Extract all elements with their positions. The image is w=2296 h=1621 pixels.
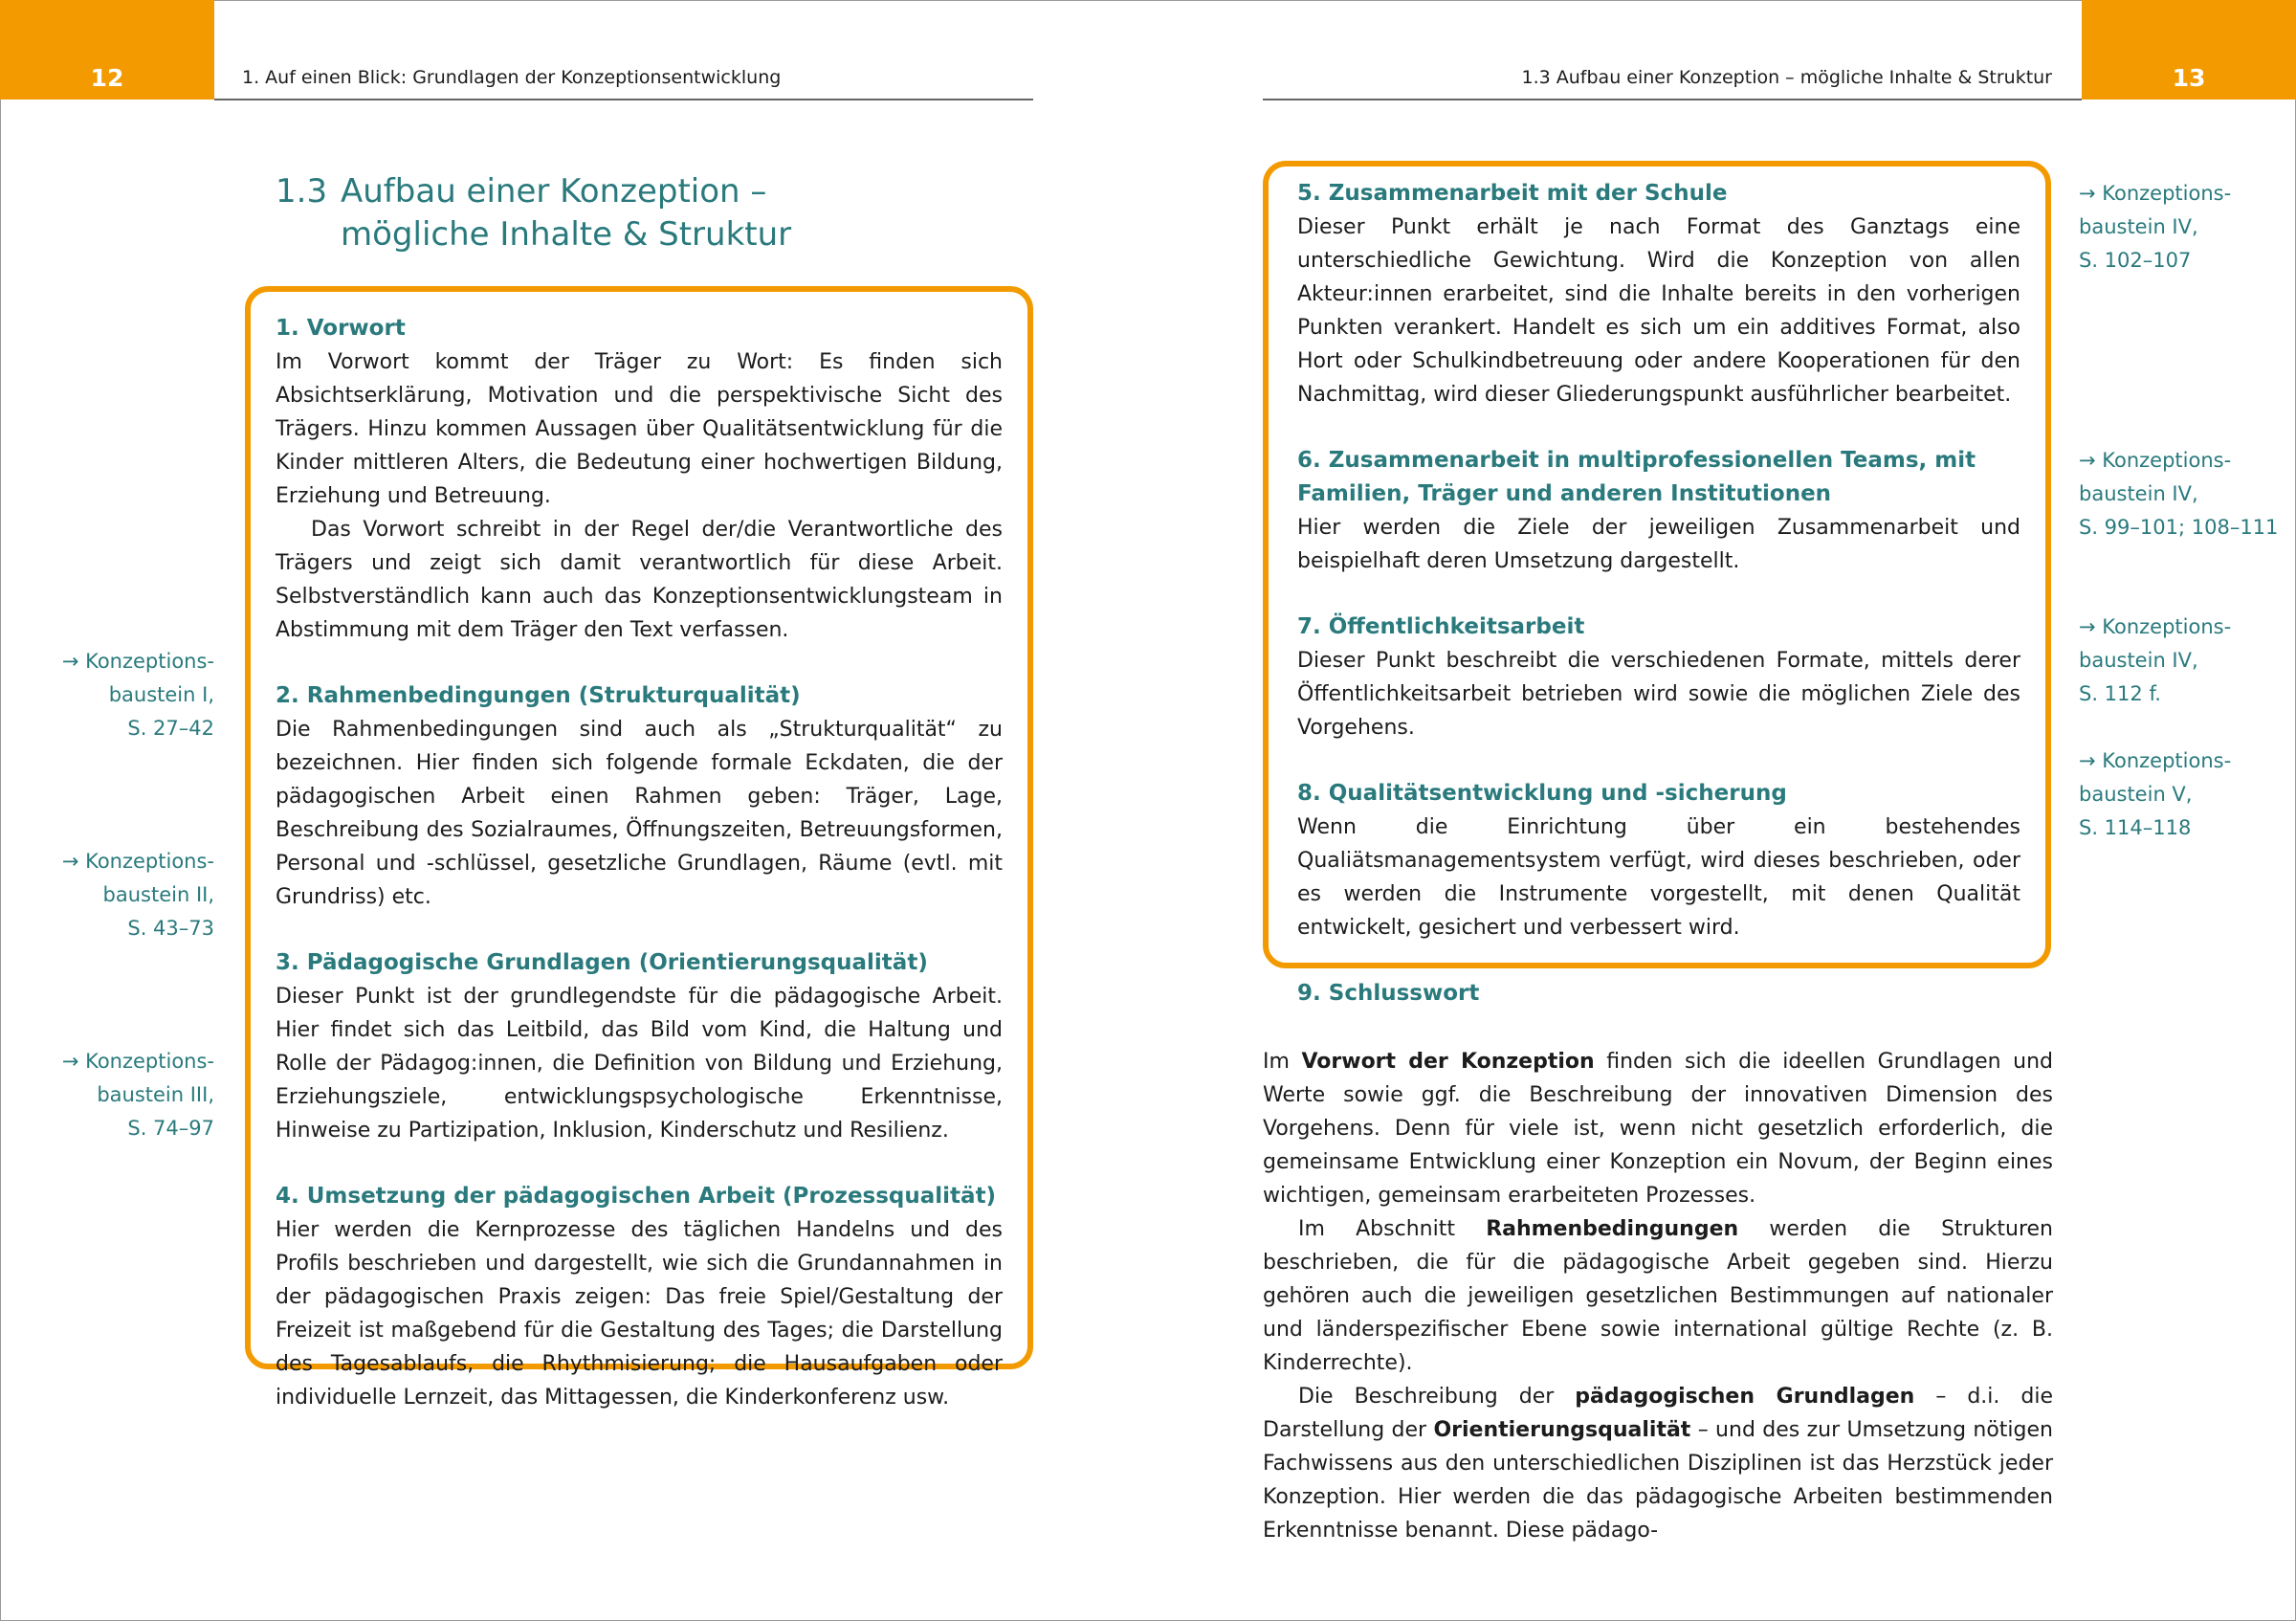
- section-2-title: 2. Rahmenbedingungen (Strukturqualität): [276, 683, 801, 708]
- section-8-paragraph: Wenn die Einrichtung über ein bestehendes Qualiätsmanagementsystem verfügt, wird dieses beschrieben, oder es werden die Instrumente vorgestellt, mit denen Qualität entwickelt, gesichert und verbessert wird.: [1297, 815, 2020, 940]
- section-5-paragraph: Dieser Punkt erhält je nach Format des Ganztags eine unterschiedliche Gewichtung. Wird die Konzeption von allen Akteur:innen erarbeitet, sind die Inhalte bereits in den vorherigen Punkten verankert. Handelt es sich um ein additives Format, also Hort oder Schulkindbetreuung oder andere Kooperationen für den Nachmittag, wird dieser Gliederungspunkt ausführlicher bearbeitet.: [1297, 215, 2020, 407]
- running-title-right: 1.3 Aufbau einer Konzeption – mögliche Inhalte & Struktur: [1521, 67, 2052, 88]
- section-heading-line2: mögliche Inhalte & Struktur: [341, 215, 792, 254]
- body-paragraph-1: [1263, 1045, 2053, 1212]
- margin-ref-left-3-line3: S. 74–97: [127, 1117, 214, 1140]
- section-3-title: 3. Pädagogische Grundlagen (Orientierungsqualität): [276, 950, 928, 975]
- margin-ref-right-3-line3: S. 112 f.: [2079, 682, 2161, 705]
- body-p3-bold-1: pädagogischen Grundlagen: [1575, 1385, 1915, 1409]
- content-box-left-text: [276, 312, 1003, 1447]
- section-4-title: 4. Umsetzung der pädagogischen Arbeit (Prozessqualität): [276, 1184, 997, 1209]
- margin-ref-right-4-line3: S. 114–118: [2079, 816, 2192, 839]
- section-1: [276, 312, 1003, 647]
- margin-ref-right-1: [2079, 177, 2231, 278]
- section-1-title: 1. Vorwort: [276, 316, 406, 341]
- margin-ref-left-3-line2: baustein III,: [97, 1083, 214, 1106]
- margin-ref-right-2: [2079, 444, 2278, 544]
- margin-ref-left-1-line2: baustein I,: [108, 683, 214, 706]
- section-6: [1297, 444, 2020, 578]
- page-number-tab-left: [0, 0, 214, 100]
- section-5-title: 5. Zusammenarbeit mit der Schule: [1297, 181, 1728, 206]
- margin-ref-right-4: [2079, 744, 2231, 845]
- section-3-paragraph: Dieser Punkt ist der grundlegendste für die pädagogische Arbeit. Hier findet sich das Leitbild, das Bild vom Kind, die Haltung und Rolle der Pädagog:innen, die Definition von Bildung und Erziehung, Erziehungsziele, entwicklungspsychologische Erkenntnisse, Hinweise zu Partizipation, Inklusion, Kinderschutz und Resilienz.: [276, 985, 1003, 1143]
- section-9-title: 9. Schlusswort: [1297, 981, 1480, 1006]
- section-6-paragraph: Hier werden die Ziele der jeweiligen Zusammenarbeit und beispielhaft deren Umsetzung dargestellt.: [1297, 516, 2020, 573]
- margin-ref-left-2-line2: baustein II,: [102, 883, 214, 906]
- margin-ref-right-4-line2: baustein V,: [2079, 783, 2193, 806]
- margin-ref-left-2-line1: → Konzeptions-: [61, 850, 214, 873]
- body-p2-c: werden die Strukturen beschrieben, die für die pädagogische Arbeit gegeben sind. Hierzu gehören auch die jeweiligen gesetzlichen Bestimmungen auf nationaler und länderspezifischer Ebene sowie international gültige Rechte (z. B. Kinderrechte).: [1263, 1217, 2053, 1375]
- header-rule-right: [1263, 99, 2082, 100]
- section-9: [1297, 977, 2020, 1010]
- body-p3-e: – und des zur Umsetzung nötigen Fachwissens aus den unterschiedlichen Disziplinen ist das Herzstück jeder Konzeption. Hier werden die das pädagogische Arbeiten bestimmenden Erkenntnisse benannt. Diese pädago-: [1263, 1418, 2053, 1543]
- body-p1-bold: Vorwort der Konzeption: [1301, 1050, 1595, 1074]
- margin-ref-left-1-line3: S. 27–42: [127, 717, 214, 740]
- running-title-left: 1. Auf einen Blick: Grundlagen der Konzeptionsentwicklung: [242, 67, 782, 88]
- body-paragraph-3: [1263, 1380, 2053, 1547]
- section-6-title: 6. Zusammenarbeit in multiprofessionellen Teams, mit Familien, Träger und anderen Institutionen: [1297, 448, 1976, 506]
- margin-ref-right-2-line1: → Konzeptions-: [2079, 449, 2232, 472]
- section-1-paragraph-2: Das Vorwort schreibt in der Regel der/die Verantwortliche des Trägers und zeigt sich damit verantwortlich für diese Arbeit. Selbstverständlich kann auch das Konzeptionsentwicklungsteam in Abstimmung mit dem Träger den Text verfassen.: [276, 518, 1003, 642]
- margin-ref-left-1-line1: → Konzeptions-: [61, 650, 214, 673]
- section-heading-line1: Aufbau einer Konzeption –: [341, 172, 767, 211]
- page-number-left: 12: [90, 63, 124, 92]
- body-p3-a: Die Beschreibung der: [1298, 1385, 1576, 1409]
- body-paragraph-2: [1263, 1212, 2053, 1380]
- section-7-title: 7. Öffentlichkeitsarbeit: [1297, 614, 1585, 639]
- section-8-title: 8. Qualitätsentwicklung und -sicherung: [1297, 781, 1787, 806]
- body-p1-a: Im: [1263, 1050, 1302, 1074]
- section-2: [276, 679, 1003, 914]
- margin-ref-right-1-line2: baustein IV,: [2079, 215, 2198, 238]
- content-box-right-text: [1297, 177, 2020, 1010]
- section-heading: [276, 170, 791, 256]
- margin-ref-left-3: [62, 1045, 214, 1145]
- margin-ref-right-3-line1: → Konzeptions-: [2079, 615, 2232, 638]
- margin-ref-right-2-line3: S. 99–101; 108–111: [2079, 516, 2279, 539]
- section-4: [276, 1180, 1003, 1414]
- section-2-paragraph: Die Rahmenbedingungen sind auch als „Strukturqualität“ zu bezeichnen. Hier finden sich folgende formale Eckdaten, die der pädagogischen Arbeit einen Rahmen geben: Träger, Lage, Beschreibung des Sozialraumes, Öffnungszeiten, Betreuungsformen, Personal und -schlüssel, gesetzliche Grundlagen, Räume (evtl. mit Grundriss) etc.: [276, 718, 1003, 909]
- section-7-paragraph: Dieser Punkt beschreibt die verschiedenen Formate, mittels derer Öffentlichkeitsarbeit betrieben wird sowie die möglichen Ziele des Vorgehens.: [1297, 649, 2020, 740]
- margin-ref-right-3: [2079, 611, 2231, 711]
- section-1-paragraph-1: Im Vorwort kommt der Träger zu Wort: Es finden sich Absichtserklärung, Motivation und die perspektivische Sicht des Trägers. Hinzu kommen Aussagen über Qualitätsentwicklung für die Kinder mittleren Alters, die Bedeutung einer hochwertigen Bildung, Erziehung und Betreuung.: [276, 350, 1003, 508]
- section-heading-number: 1.3: [276, 172, 328, 211]
- margin-ref-left-2: [62, 845, 214, 945]
- page-number-tab-right: [2082, 0, 2296, 100]
- margin-ref-right-3-line2: baustein IV,: [2079, 649, 2198, 672]
- margin-ref-right-4-line1: → Konzeptions-: [2079, 749, 2232, 772]
- section-4-paragraph: Hier werden die Kernprozesse des täglichen Handelns und des Profils beschrieben und dargestellt, wie sich die Grundannahmen in der pädagogischen Praxis zeigen: Das freie Spiel/Gestaltung der Freizeit ist maßgebend für die Gestaltung des Tages; die Darstellung des Tagesablaufs, die Rhythmisierung; die Hausaufgaben oder individuelle Lernzeit, das Mittagessen, die Kinderkonferenz usw.: [276, 1218, 1003, 1410]
- section-3: [276, 946, 1003, 1147]
- section-8: [1297, 777, 2020, 944]
- section-7: [1297, 611, 2020, 744]
- margin-ref-left-3-line1: → Konzeptions-: [61, 1050, 214, 1073]
- margin-ref-right-1-line3: S. 102–107: [2079, 249, 2192, 272]
- margin-ref-right-2-line2: baustein IV,: [2079, 482, 2198, 505]
- body-p3-c: – d.i. die Darstellung der: [1263, 1385, 2053, 1442]
- margin-ref-right-1-line1: → Konzeptions-: [2079, 182, 2232, 205]
- page-number-right: 13: [2172, 63, 2206, 92]
- margin-ref-left-2-line3: S. 43–73: [127, 917, 214, 940]
- margin-ref-left-1: [62, 645, 214, 745]
- body-p1-c: finden sich die ideellen Grundlagen und Werte sowie ggf. die Beschreibung der innovativen Dimension des Vorgehens. Denn für viele ist, wenn nicht gesetzlich erforderlich, die gemeinsame Entwicklung einer Konzeption ein Novum, der Beginn eines wichtigen, gemeinsam erarbeiteten Prozesses.: [1263, 1050, 2053, 1208]
- body-p3-bold-2: Orientierungsqualität: [1433, 1418, 1691, 1442]
- body-p2-a: Im Abschnitt: [1298, 1217, 1487, 1241]
- body-text-right: [1263, 1045, 2053, 1547]
- body-p2-bold: Rahmenbedingungen: [1486, 1217, 1739, 1241]
- header-rule-left: [214, 99, 1033, 100]
- section-5: [1297, 177, 2020, 411]
